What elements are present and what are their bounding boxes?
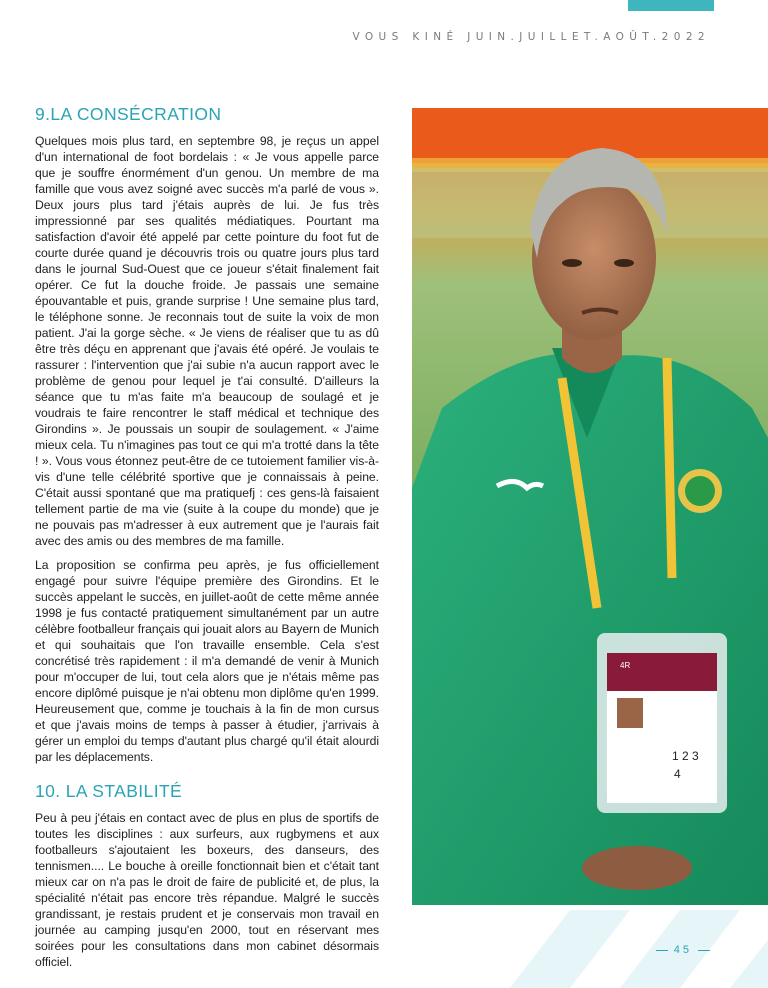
- section-9-paragraph-1: Quelques mois plus tard, en septembre 98, je reçus un appel d'un international de foot bordelais : « Je vous appelle parce que je souffre énormément d'un genou. Un membre de ma famille que vous avez soigné avec succès m'a parlé de vous ». Deux jours plus tard j'étais auprès de lui. Je fus très impressionné par ses qualités médiatiques. Pourtant ma satisfaction d'avoir été appelé par cette pointure du foot fut de courte durée quand je découvris trois ou quatre jours plus tard dans le journal Sud-Ouest que ce joueur s'était finalement fait opérer. Ce fut la douche froide. Je passais une semaine épouvantable et puis, grande surprise ! Une semaine plus tard, le téléphone sonne. Je reconnais tout de suite la voix de mon patient. J'ai la gorge sèche. « Je viens de réaliser que tu as dû être très déçu en apprenant que j'avais été opéré. Je voulais te rassurer : l'intervention que j'ai subie n'a aucun rapport avec le problème de genou pour lequel je t'ai consulté. D'ailleurs la séance que tu m'as faite m'a beaucoup de soulagé et je voudrais te faire rencontrer le staff médical et technique des Girondins ». Je poussais un soupir de soulagement. « J'aime mieux cela. Tu n'imagines pas tout ce qui m'a trotté dans la tête ! ». Vous vous étonnez peut-être de ce tutoiement familier vis-à-vis d'une telle célébrité sportive que je connaissais à peine. C'était aussi spontané que ma pratiquefj : ces gens-là faisaient tellement partie de ma vie (suite à la coupe du monde) que je ne pouvais pas m'adresser à eux autrement que je l'aurais fait avec des amis ou des membres de ma famille.: [35, 134, 379, 548]
- badge-code: 4R: [620, 661, 631, 670]
- section-9-paragraph-2: La proposition se confirma peu après, je fus officiellement engagé pour suivre l'équipe première des Girondins. Et le succès appelant le succès, en juillet-août de cette même année 1998 je fus contacté pratiquement simultanément par un autre célèbre footballeur français qui jouait alors au Bayern de Munich et qui souhaitais que l'on travaille ensemble. Cela s'est concrétisé très rapidement : il m'a demandé de venir à Munich pour m'occuper de lui, tout cela alors que je n'étais même pas encore diplômé puisque je n'ai obtenu mon diplôme qu'en 1999. Heureusement que, comme je touchais à la fin de mon cursus et que j'avais moins de temps à passer à étudier, j'arrivais à gérer un emploi du temps d'autant plus chargé qu'il était alourdi par les déplacements.: [35, 558, 379, 764]
- badge-number-second: 4: [674, 767, 681, 781]
- dash-left: [656, 950, 668, 951]
- top-accent-tab: [628, 0, 714, 11]
- page-number: [650, 944, 716, 956]
- decorative-footer-shapes: [500, 905, 768, 988]
- section-10-paragraph-1: Peu à peu j'étais en contact avec de plus en plus de sportifs de toutes les disciplines : aux surfeurs, aux rugbymens et aux footballeurs s'ajoutaient les boxeurs, des danseurs, des tennismen.... Le bouche à oreille fonctionnait bien et c'était tant mieux car on n'a pas le droit de faire de publicité et, de plus, la spécialité n'était pas encore très répandue. Malgré le succès grandissant, je restais prudent et je conservais mon travail en journée au camping jusqu'en 2000, tout en réservant mes soirées pour les consultations dans mon cabinet désormais officiel.: [35, 811, 379, 969]
- coach-photo: [412, 108, 768, 905]
- section-9-title: 9.LA CONSÉCRATION: [35, 104, 222, 124]
- section-10-title: 10. LA STABILITÉ: [35, 781, 183, 801]
- page-number-value: 45: [673, 944, 692, 956]
- badge-numbers: 1 2 3: [672, 749, 699, 763]
- article-column: [35, 104, 379, 970]
- magazine-header: VOUS KINÉ JUIN.JUILLET.AOÛT.2022: [352, 31, 710, 43]
- dash-right: [698, 950, 710, 951]
